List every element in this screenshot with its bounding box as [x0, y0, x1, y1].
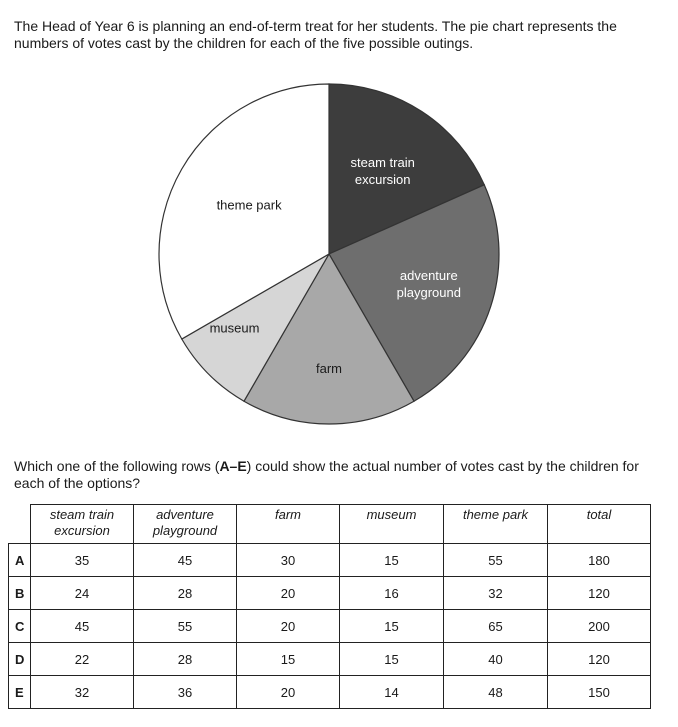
table-cell: 24 [31, 577, 134, 610]
table-row [9, 643, 651, 676]
table-row [9, 610, 651, 643]
table-cell: 28 [134, 577, 237, 610]
table-cell: 14 [340, 676, 444, 709]
table-header-row [9, 505, 651, 544]
pie-label-steam-train-excursion: steam train excursion [350, 154, 415, 187]
column-header-steam-train [31, 505, 134, 544]
row-label: B [9, 577, 31, 610]
header-line: steam train [49, 507, 115, 522]
question-prefix: Which one of the following rows ( [14, 458, 220, 474]
question-options: A–E [219, 458, 247, 474]
table-cell: 22 [31, 643, 134, 676]
pie-label-farm: farm [316, 361, 342, 376]
table-cell: 20 [237, 676, 340, 709]
table-cell: 45 [31, 610, 134, 643]
table-cell: 40 [444, 643, 548, 676]
table-cell: 45 [134, 544, 237, 577]
table-cell: 55 [134, 610, 237, 643]
header-line: adventure [156, 507, 214, 522]
question-suffix: ) could show the actual number of votes cast by the children for each of the options? [14, 458, 639, 491]
table-cell: 15 [237, 643, 340, 676]
table-cell: 55 [444, 544, 548, 577]
row-label: C [9, 610, 31, 643]
pie-label-museum: museum [209, 320, 260, 336]
votes-table [8, 504, 651, 709]
pie-label-theme-park: theme park [216, 197, 282, 213]
column-header-farm: farm [237, 505, 340, 544]
column-header-theme-park: theme park [444, 505, 548, 544]
table-cell: 20 [237, 577, 340, 610]
table-cell: 120 [548, 643, 651, 676]
table-cell: 16 [340, 577, 444, 610]
table-cell: 200 [548, 610, 651, 643]
table-cell: 15 [340, 643, 444, 676]
table-row [9, 544, 651, 577]
table-cell: 36 [134, 676, 237, 709]
table-cell: 120 [548, 577, 651, 610]
table-cell: 48 [444, 676, 548, 709]
table-cell: 32 [31, 676, 134, 709]
table-cell: 150 [548, 676, 651, 709]
table-cell: 28 [134, 643, 237, 676]
pie-label-adventure-playground: adventure playground [396, 268, 461, 300]
table-row [9, 676, 651, 709]
table-cell: 32 [444, 577, 548, 610]
question-text [14, 458, 654, 492]
table-cell: 15 [340, 544, 444, 577]
column-header-museum: museum [340, 505, 444, 544]
row-label: E [9, 676, 31, 709]
header-line: playground [152, 523, 218, 538]
table-row [9, 577, 651, 610]
table-cell: 15 [340, 610, 444, 643]
header-line: excursion [54, 523, 110, 538]
table-cell: 20 [237, 610, 340, 643]
intro-text: The Head of Year 6 is planning an end-of-term treat for her students. The pie chart represents the numbers of votes cast by the children for each of the five possible outings. [14, 18, 617, 51]
row-label: A [9, 544, 31, 577]
column-header-total: total [548, 505, 651, 544]
table-cell: 180 [548, 544, 651, 577]
table-cell: 35 [31, 544, 134, 577]
table-corner [9, 505, 31, 544]
row-label: D [9, 643, 31, 676]
column-header-adventure-playground [134, 505, 237, 544]
table-cell: 65 [444, 610, 548, 643]
table-cell: 30 [237, 544, 340, 577]
